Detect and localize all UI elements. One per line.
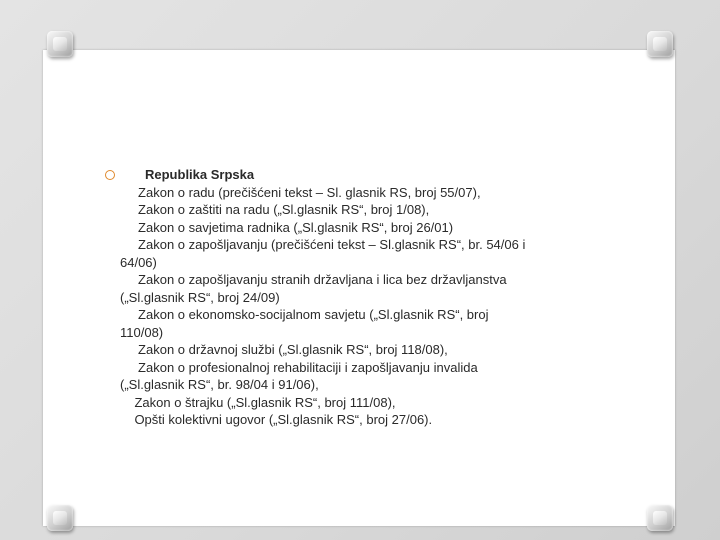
law-line: („Sl.glasnik RS“, br. 98/04 i 91/06), <box>120 377 319 392</box>
slide-content <box>120 166 590 429</box>
law-line: Zakon o savjetima radnika („Sl.glasnik RS“, broj 26/01) <box>120 219 454 235</box>
law-line: („Sl.glasnik RS“, broj 24/09) <box>120 289 280 305</box>
pushpin-icon <box>647 31 673 57</box>
law-line: Zakon o štrajku („Sl.glasnik RS“, broj 111/08), <box>120 394 396 410</box>
law-line: Zakon o ekonomsko-socijalnom savjetu („Sl.glasnik RS“, broj <box>120 307 489 322</box>
pushpin-icon <box>47 505 73 531</box>
law-line: Zakon o zapošljavanju stranih državljana i lica bez državljanstva <box>120 272 507 287</box>
law-line: Zakon o zapošljavanju (prečišćeni tekst – Sl.glasnik RS“, br. 54/06 i <box>120 237 526 252</box>
bullet-heading <box>120 166 590 184</box>
pushpin-icon <box>647 505 673 531</box>
law-line: Zakon o radu (prečišćeni tekst – Sl. glasnik RS, broj 55/07), <box>120 184 481 200</box>
law-line: Opšti kolektivni ugovor („Sl.glasnik RS“, broj 27/06). <box>120 412 433 427</box>
law-line: Zakon o državnoj službi („Sl.glasnik RS“, broj 118/08), <box>120 342 448 357</box>
pushpin-icon <box>47 31 73 57</box>
heading-text: Republika Srpska <box>145 167 255 182</box>
law-line: 64/06) <box>120 254 157 270</box>
law-line: Zakon o profesionalnoj rehabilitaciji i zapošljavanju invalida <box>120 359 478 375</box>
bullet-circle-icon <box>105 170 115 180</box>
law-line: Zakon o zaštiti na radu („Sl.glasnik RS“, broj 1/08), <box>120 202 430 217</box>
law-line: 110/08) <box>120 324 164 340</box>
